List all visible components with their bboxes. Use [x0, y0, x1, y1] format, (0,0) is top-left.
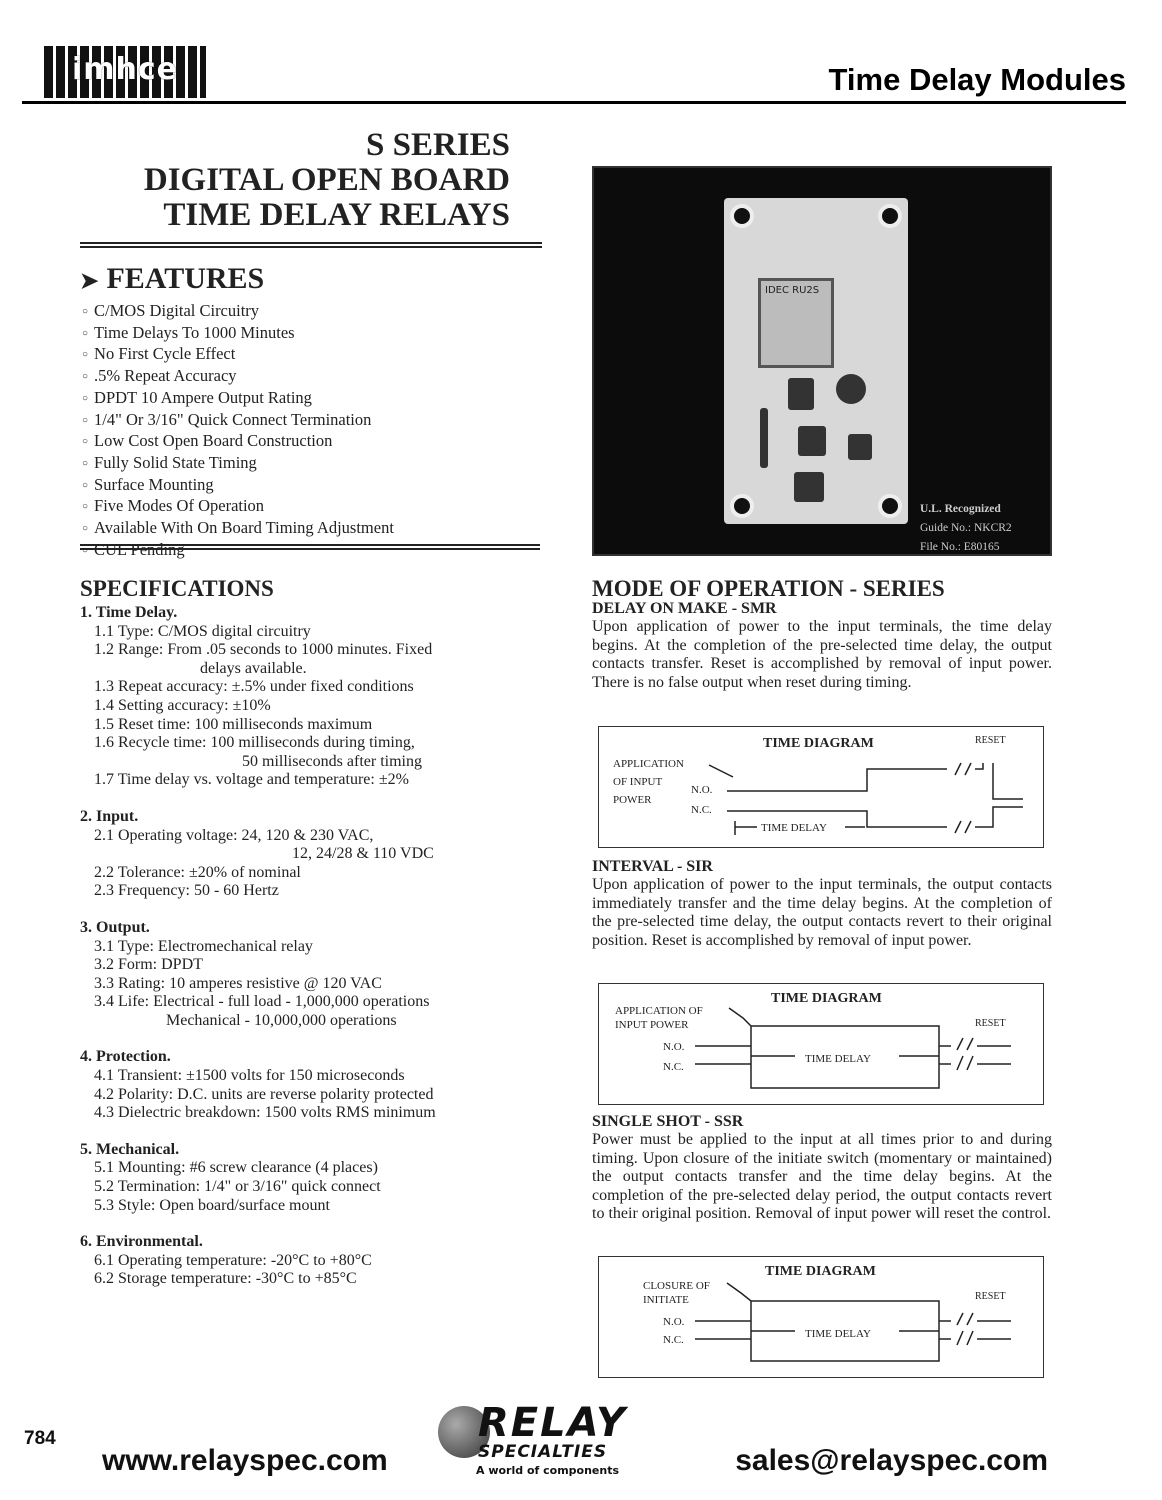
spec-line: 3.2 Form: DPDT [94, 956, 203, 974]
feature-item: ○ 1/4" Or 3/16" Quick Connect Termination [82, 411, 394, 433]
input-label: APPLICATION OF [615, 1005, 703, 1017]
ul-guide: Guide No.: NKCR2 [920, 522, 1012, 534]
title-line: TIME DELAY RELAYS [163, 197, 510, 233]
ul-title: U.L. Recognized [920, 503, 1001, 515]
relay-label: IDEC RU2S [765, 285, 820, 296]
component [760, 408, 768, 468]
spec-line: 3.3 Rating: 10 amperes resistive @ 120 VAC [94, 974, 382, 992]
spec-line: 3.1 Type: Electromechanical relay [94, 937, 313, 955]
spec-line: 5.3 Style: Open board/surface mount [94, 1196, 330, 1214]
header-rule [22, 101, 1126, 104]
input-label: OF INPUT [613, 776, 663, 788]
feature-item: ○ No First Cycle Effect [82, 345, 394, 367]
logo-sub: SPECIALTIES [478, 1442, 608, 1462]
mount-hole [878, 204, 902, 228]
spec-line: 1.3 Repeat accuracy: ±.5% under fixed conditions [94, 678, 414, 696]
product-photo [592, 166, 1052, 556]
imhce-logo [44, 46, 206, 98]
component [848, 434, 872, 460]
feature-item: ○ Five Modes Of Operation [82, 497, 394, 519]
input-label: CLOSURE OF [643, 1280, 710, 1292]
feature-item: ○ Surface Mounting [82, 476, 394, 498]
spec-section-title: 5. Mechanical. [80, 1140, 180, 1158]
input-label: APPLICATION [613, 758, 684, 770]
logo-main: RELAY [478, 1400, 627, 1446]
spec-section-title: 2. Input. [80, 807, 139, 825]
spec-line: 5.1 Mounting: #6 screw clearance (4 places) [94, 1159, 378, 1177]
nc-label: N.C. [663, 1334, 684, 1346]
spec-line: 12, 24/28 & 110 VDC [292, 845, 434, 863]
product-title [90, 128, 510, 233]
mount-hole [730, 494, 754, 518]
arrow-icon: ➤ [80, 268, 99, 293]
feature-item: ○ Low Cost Open Board Construction [82, 432, 394, 454]
mode-smr [592, 600, 1052, 692]
spec-line: 4.1 Transient: ±1500 volts for 150 microseconds [94, 1067, 405, 1085]
feature-item: ○ Available With On Board Timing Adjustment [82, 519, 394, 541]
specifications-heading: SPECIFICATIONS [80, 576, 274, 601]
diagram-title: TIME DIAGRAM [763, 736, 874, 751]
spec-line: 50 milliseconds after timing [242, 752, 422, 770]
input-label: INPUT POWER [615, 1019, 689, 1031]
spec-line: Mechanical - 10,000,000 operations [166, 1011, 397, 1029]
mode-title: DELAY ON MAKE - SMR [592, 600, 777, 617]
relay-specialties-logo [438, 1400, 678, 1482]
reset-label: RESET [975, 1018, 1006, 1029]
website-link[interactable]: www.relayspec.com [102, 1444, 388, 1477]
specifications-list [80, 604, 550, 1289]
spec-line: 2.2 Tolerance: ±20% of nominal [94, 863, 301, 881]
component [798, 426, 826, 456]
page-title: Time Delay Modules [828, 62, 1126, 97]
diagram-title: TIME DIAGRAM [771, 991, 882, 1006]
spec-line: 4.3 Dielectric breakdown: 1500 volts RMS minimum [94, 1104, 436, 1122]
spec-section-title: 3. Output. [80, 918, 150, 936]
mount-hole [878, 494, 902, 518]
no-label: N.O. [663, 1041, 685, 1053]
nc-label: N.C. [691, 804, 712, 816]
logo-text: imhce [71, 52, 179, 87]
features-list [82, 302, 394, 562]
spec-section-title: 4. Protection. [80, 1048, 171, 1066]
spec-line: 1.7 Time delay vs. voltage and temperature: ±2% [94, 771, 409, 789]
time-delay-label: TIME DELAY [761, 822, 827, 834]
divider [80, 544, 540, 550]
spec-line: 1.5 Reset time: 100 milliseconds maximum [94, 715, 373, 733]
spec-line: 6.2 Storage temperature: -30°C to +85°C [94, 1270, 357, 1288]
ul-info [920, 500, 1048, 557]
spec-line: 2.3 Frequency: 50 - 60 Hertz [94, 882, 279, 900]
feature-item: ○ Time Delays To 1000 Minutes [82, 324, 394, 346]
title-line: S SERIES [365, 127, 510, 163]
spec-line: 2.1 Operating voltage: 24, 120 & 230 VAC, [94, 826, 374, 844]
time-diagram-sir [598, 983, 1044, 1105]
spec-line: 1.1 Type: C/MOS digital circuitry [94, 622, 311, 640]
no-label: N.O. [663, 1316, 685, 1328]
reset-label: RESET [975, 735, 1006, 746]
diagram-title: TIME DIAGRAM [765, 1264, 876, 1279]
reset-label: RESET [975, 1291, 1006, 1302]
relay-component [758, 278, 834, 368]
mode-heading: MODE OF OPERATION - SERIES [592, 576, 945, 601]
component [788, 378, 814, 410]
title-line: DIGITAL OPEN BOARD [143, 162, 510, 198]
page-number: 784 [24, 1428, 56, 1449]
spec-line: 4.2 Polarity: D.C. units are reverse polarity protected [94, 1085, 434, 1103]
feature-item: ○ CUL Pending [82, 541, 394, 563]
logo-tagline: A world of components [476, 1464, 620, 1477]
spec-line: 3.4 Life: Electrical - full load - 1,000,000 operations [94, 993, 430, 1011]
spec-section-title: 1. Time Delay. [80, 604, 178, 621]
email-link[interactable]: sales@relayspec.com [735, 1444, 1048, 1477]
features-heading [80, 262, 264, 296]
feature-item: ○ DPDT 10 Ampere Output Rating [82, 389, 394, 411]
mode-ssr [592, 1113, 1052, 1224]
spec-line: 1.4 Setting accuracy: ±10% [94, 696, 271, 714]
mode-text: Upon application of power to the input terminals, the time delay begins. At the completion of the pre-selected time delay, the output contacts transfer. Reset is accomplished by removal of input power. There is no false output when reset during timing. [592, 618, 1052, 691]
mode-text: Power must be applied to the input at all times prior to and during timing. Upon closure of the initiate switch (momentary or maintained) the output contacts transfer and the time delay begins. At the completion of the pre-selected delay period, the output contacts revert to their original position. Removal of input power will reset the control. [592, 1131, 1052, 1222]
mode-sir [592, 858, 1052, 950]
spec-line: 1.2 Range: From .05 seconds to 1000 minutes. Fixed [94, 641, 433, 659]
ul-file: File No.: E80165 [920, 541, 1000, 553]
time-diagram-ssr [598, 1256, 1044, 1378]
feature-item: ○ C/MOS Digital Circuitry [82, 302, 394, 324]
time-diagram-smr [598, 726, 1044, 848]
mode-text: Upon application of power to the input terminals, the output contacts immediately transfer and the time delay begins. At the completion of the pre-selected time delay, the output contacts revert to their original position. Reset is accomplished by removal of input power. [592, 876, 1052, 949]
no-label: N.O. [691, 784, 713, 796]
input-label: POWER [613, 794, 652, 806]
circuit-board [724, 198, 908, 524]
time-delay-label: TIME DELAY [805, 1053, 871, 1065]
spec-line: 1.6 Recycle time: 100 milliseconds during timing, [94, 734, 415, 752]
spec-section-title: 6. Environmental. [80, 1233, 203, 1251]
component [836, 374, 866, 404]
spec-line: delays available. [200, 659, 307, 677]
mode-title: SINGLE SHOT - SSR [592, 1113, 744, 1130]
nc-label: N.C. [663, 1061, 684, 1073]
input-label: INITIATE [643, 1294, 689, 1306]
mode-title: INTERVAL - SIR [592, 858, 713, 875]
features-heading-text: FEATURES [106, 262, 265, 295]
spec-line: 5.2 Termination: 1/4" or 3/16" quick connect [94, 1178, 381, 1196]
divider [80, 242, 542, 248]
spec-line: 6.1 Operating temperature: -20°C to +80°C [94, 1251, 372, 1269]
time-delay-label: TIME DELAY [805, 1328, 871, 1340]
trimmer-pot [794, 472, 824, 502]
feature-item: ○ .5% Repeat Accuracy [82, 367, 394, 389]
mount-hole [730, 204, 754, 228]
feature-item: ○ Fully Solid State Timing [82, 454, 394, 476]
